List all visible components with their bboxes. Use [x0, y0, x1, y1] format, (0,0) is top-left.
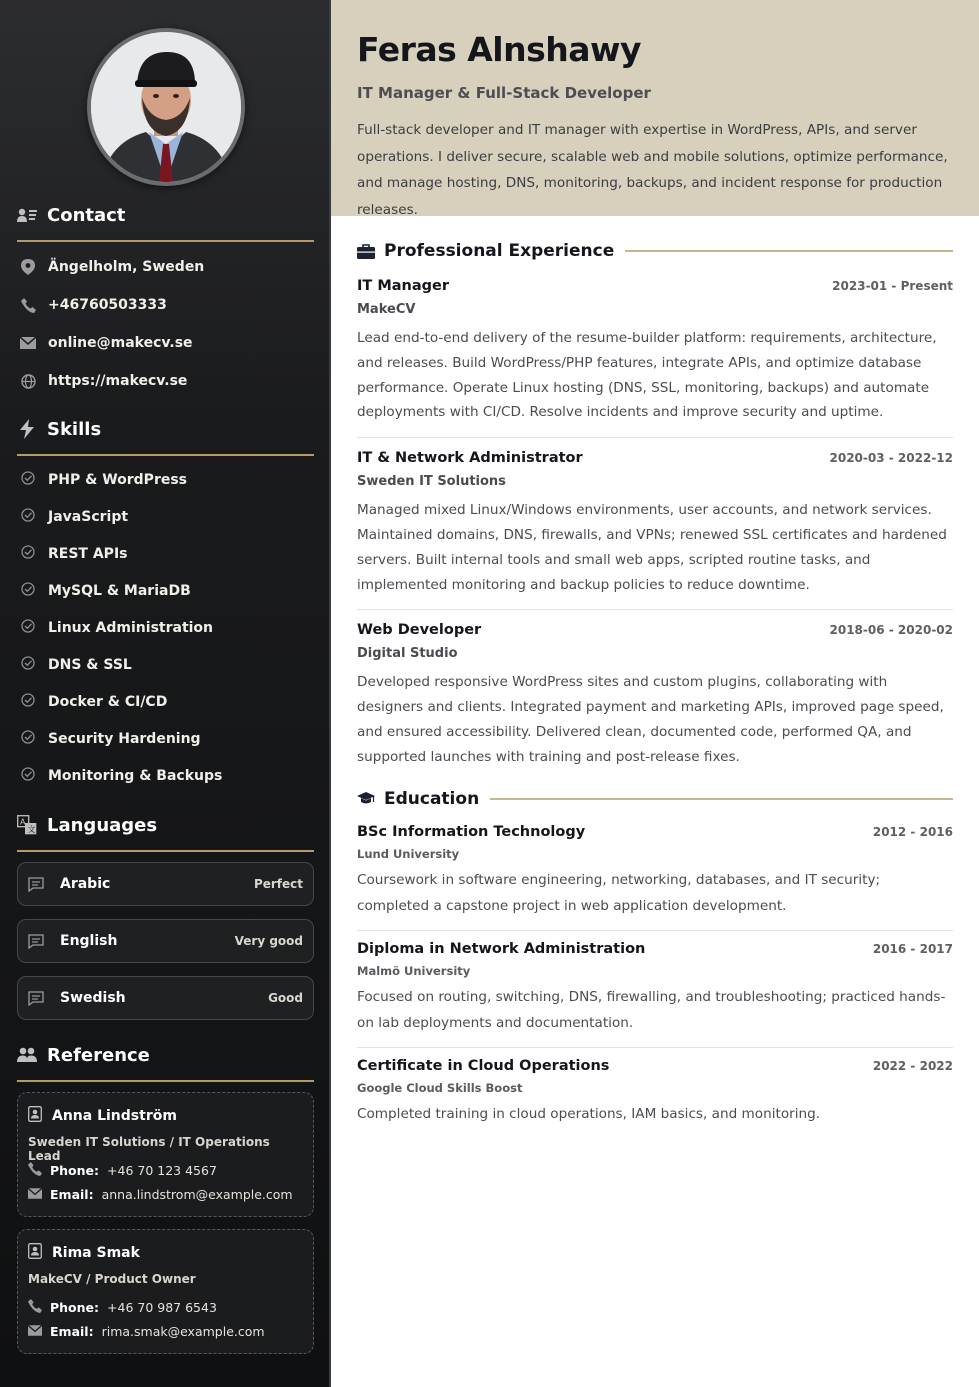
contact-item-email[interactable] [17, 324, 314, 362]
profile-title: IT Manager & Full-Stack Developer [357, 84, 651, 102]
lightning-icon [17, 419, 37, 439]
education-description: Focused on routing, switching, DNS, firewalling, and troubleshooting; practiced hands-on lab deployments and documentation. [357, 988, 946, 1031]
job-description: Developed responsive WordPress sites and custom plugins, collaborating with designers and clients. Integrated payment and marketing APIs, improved page speed, and ensured accessibility. Delivered clean, documented code, performed QA, and supported launches with training and post-release fixes. [357, 674, 944, 765]
job-date: 2018-06 - 2020-02 [829, 623, 953, 638]
contact-phone-text[interactable]: +46760503333 [48, 297, 167, 313]
experience-item [357, 610, 953, 781]
education-degree: Certificate in Cloud Operations [357, 1057, 610, 1074]
reference-name: Anna Lindström [52, 1108, 177, 1124]
phone-label: Phone: [50, 1299, 100, 1315]
job-description: Managed mixed Linux/Windows environments, user accounts, and network services. Maintained domains, DNS, firewalls, and VPNs; renewed SSL certificates and hardened servers. Built internal tools and small web apps, scripted routine tasks, and implemented monitoring and backup policies to reduce downtime. [357, 502, 947, 593]
skills-title: Skills [47, 418, 102, 440]
briefcase-icon [357, 242, 375, 260]
education-degree: BSc Information Technology [357, 823, 586, 840]
education-title: Education [384, 788, 480, 809]
profile-header [331, 0, 979, 216]
check-circle-icon [21, 544, 35, 563]
education-school: Google Cloud Skills Boost [357, 1080, 523, 1095]
language-level: Perfect [253, 877, 303, 891]
education-school: Malmö University [357, 963, 471, 978]
check-circle-icon [21, 470, 35, 489]
reference-org: MakeCV / Product Owner [28, 1272, 196, 1286]
education-item [357, 1048, 953, 1138]
languages-list [17, 862, 314, 1020]
education-degree: Diploma in Network Administration [357, 940, 646, 957]
svg-text:A: A [20, 817, 26, 827]
section-divider [490, 798, 953, 800]
chat-bubble-icon [28, 989, 46, 1007]
mail-icon [28, 1187, 42, 1202]
reference-section [17, 1040, 314, 1366]
reference-org: Sweden IT Solutions / IT Operations Lead [28, 1135, 270, 1163]
translate-icon [17, 815, 37, 835]
education-date: 2016 - 2017 [872, 941, 953, 956]
education-item [357, 931, 953, 1048]
contact-section [17, 200, 314, 400]
reference-phone[interactable]: +46 70 987 6543 [107, 1299, 217, 1315]
contact-card-icon [17, 205, 37, 225]
reference-email-row [28, 1182, 303, 1206]
contact-item-location [17, 248, 314, 286]
skill-item: REST APIs [17, 535, 314, 572]
experience-title: Professional Experience [384, 241, 615, 261]
reference-header [17, 1040, 314, 1082]
reference-name: Rima Smak [52, 1245, 140, 1261]
skill-item: Monitoring & Backups [17, 757, 314, 794]
mail-icon [28, 1324, 42, 1339]
job-date: 2020-03 - 2022-12 [829, 451, 953, 466]
phone-icon [28, 1162, 42, 1179]
language-name: Arabic [60, 876, 111, 892]
job-date: 2023-01 - Present [832, 279, 953, 293]
job-company: MakeCV [357, 302, 416, 317]
check-circle-icon [21, 766, 35, 785]
skills-list [17, 461, 314, 794]
profile-name: Feras Alnshawy [357, 30, 642, 69]
skills-header [17, 414, 314, 456]
location-pin-icon [20, 259, 36, 275]
job-company: Digital Studio [357, 646, 458, 662]
svg-text:文: 文 [27, 825, 36, 834]
reference-email-row [28, 1319, 303, 1343]
education-item [357, 814, 953, 931]
experience-item [357, 438, 953, 610]
experience-list [357, 266, 953, 782]
job-description: Lead end-to-end delivery of the resume-builder platform: requirements, architecture, and releases. Build WordPress/PHP features, integrate APIs, and optimize database performance. Operate Linux hosting (DNS, SSL, monitoring, backups) and automate deployments with CI/CD. Resolve incidents and improve security and uptime. [357, 330, 937, 421]
profile-photo [87, 28, 245, 186]
reference-card [17, 1229, 314, 1354]
phone-icon [28, 1299, 42, 1316]
profile-summary: Full-stack developer and IT manager with expertise in WordPress, APIs, and server operations. I deliver secure, scalable web and mobile solutions, optimize performance, and manage hosting, DNS, monitoring, backups, and incident response for production releases. [357, 122, 948, 218]
skills-section [17, 414, 314, 794]
reference-title: Reference [47, 1044, 150, 1066]
graduation-cap-icon [357, 790, 375, 808]
reference-card [17, 1092, 314, 1217]
email-label: Email: [50, 1323, 94, 1339]
languages-header [17, 810, 314, 852]
contact-item-phone[interactable] [17, 286, 314, 324]
contact-location-text: Ängelholm, Sweden [48, 259, 205, 275]
language-name: Swedish [60, 990, 126, 1006]
check-circle-icon [21, 507, 35, 526]
check-circle-icon [21, 655, 35, 674]
id-badge-icon [28, 1243, 42, 1263]
chat-bubble-icon [28, 875, 46, 893]
contact-website-text[interactable]: https://makecv.se [48, 373, 188, 389]
section-divider [625, 250, 953, 252]
id-badge-icon [28, 1106, 42, 1126]
job-title: IT & Network Administrator [357, 450, 583, 467]
phone-icon [20, 297, 36, 313]
education-section [357, 784, 953, 1138]
reference-phone[interactable]: +46 70 123 4567 [107, 1162, 217, 1178]
job-title: Web Developer [357, 622, 482, 639]
experience-header [357, 236, 953, 266]
language-level: Very good [234, 934, 303, 948]
phone-label: Phone: [50, 1162, 100, 1178]
sidebar [0, 0, 331, 1387]
reference-list [17, 1092, 314, 1354]
education-description: Coursework in software engineering, networking, databases, and IT security; completed a capstone project in web application development. [357, 871, 881, 914]
experience-item [357, 266, 953, 438]
languages-title: Languages [47, 814, 158, 836]
skill-item: JavaScript [17, 498, 314, 535]
education-list [357, 814, 953, 1138]
chat-bubble-icon [28, 932, 46, 950]
language-level: Good [268, 991, 303, 1005]
reference-email[interactable]: rima.smak@example.com [101, 1323, 265, 1339]
reference-phone-row [28, 1295, 303, 1319]
skill-item: MySQL & MariaDB [17, 572, 314, 609]
education-date: 2012 - 2016 [872, 824, 953, 839]
job-company: Sweden IT Solutions [357, 474, 506, 490]
language-name: English [60, 933, 118, 949]
skill-item: Docker & CI/CD [17, 683, 314, 720]
check-circle-icon [21, 618, 35, 637]
skill-item: Linux Administration [17, 609, 314, 646]
job-title: IT Manager [357, 278, 450, 294]
main-content [331, 0, 979, 1387]
education-date: 2022 - 2022 [872, 1058, 953, 1073]
education-school: Lund University [357, 846, 460, 861]
contact-title: Contact [47, 204, 126, 226]
skill-item: PHP & WordPress [17, 461, 314, 498]
globe-icon [20, 373, 36, 389]
mail-icon [20, 335, 36, 351]
contact-header [17, 200, 314, 242]
people-icon [17, 1045, 37, 1065]
skill-item: DNS & SSL [17, 646, 314, 683]
education-header [357, 784, 953, 814]
contact-item-website[interactable] [17, 362, 314, 400]
language-item [17, 862, 314, 906]
check-circle-icon [21, 729, 35, 748]
contact-email-text[interactable]: online@makecv.se [48, 335, 193, 351]
reference-phone-row [28, 1158, 303, 1182]
education-description: Completed training in cloud operations, IAM basics, and monitoring. [357, 1105, 821, 1122]
language-item [17, 976, 314, 1020]
experience-section [357, 236, 953, 782]
reference-email[interactable]: anna.lindstrom@example.com [101, 1186, 293, 1202]
skill-item: Security Hardening [17, 720, 314, 757]
language-item [17, 919, 314, 963]
languages-section [17, 810, 314, 1033]
email-label: Email: [50, 1186, 94, 1202]
check-circle-icon [21, 581, 35, 600]
check-circle-icon [21, 692, 35, 711]
